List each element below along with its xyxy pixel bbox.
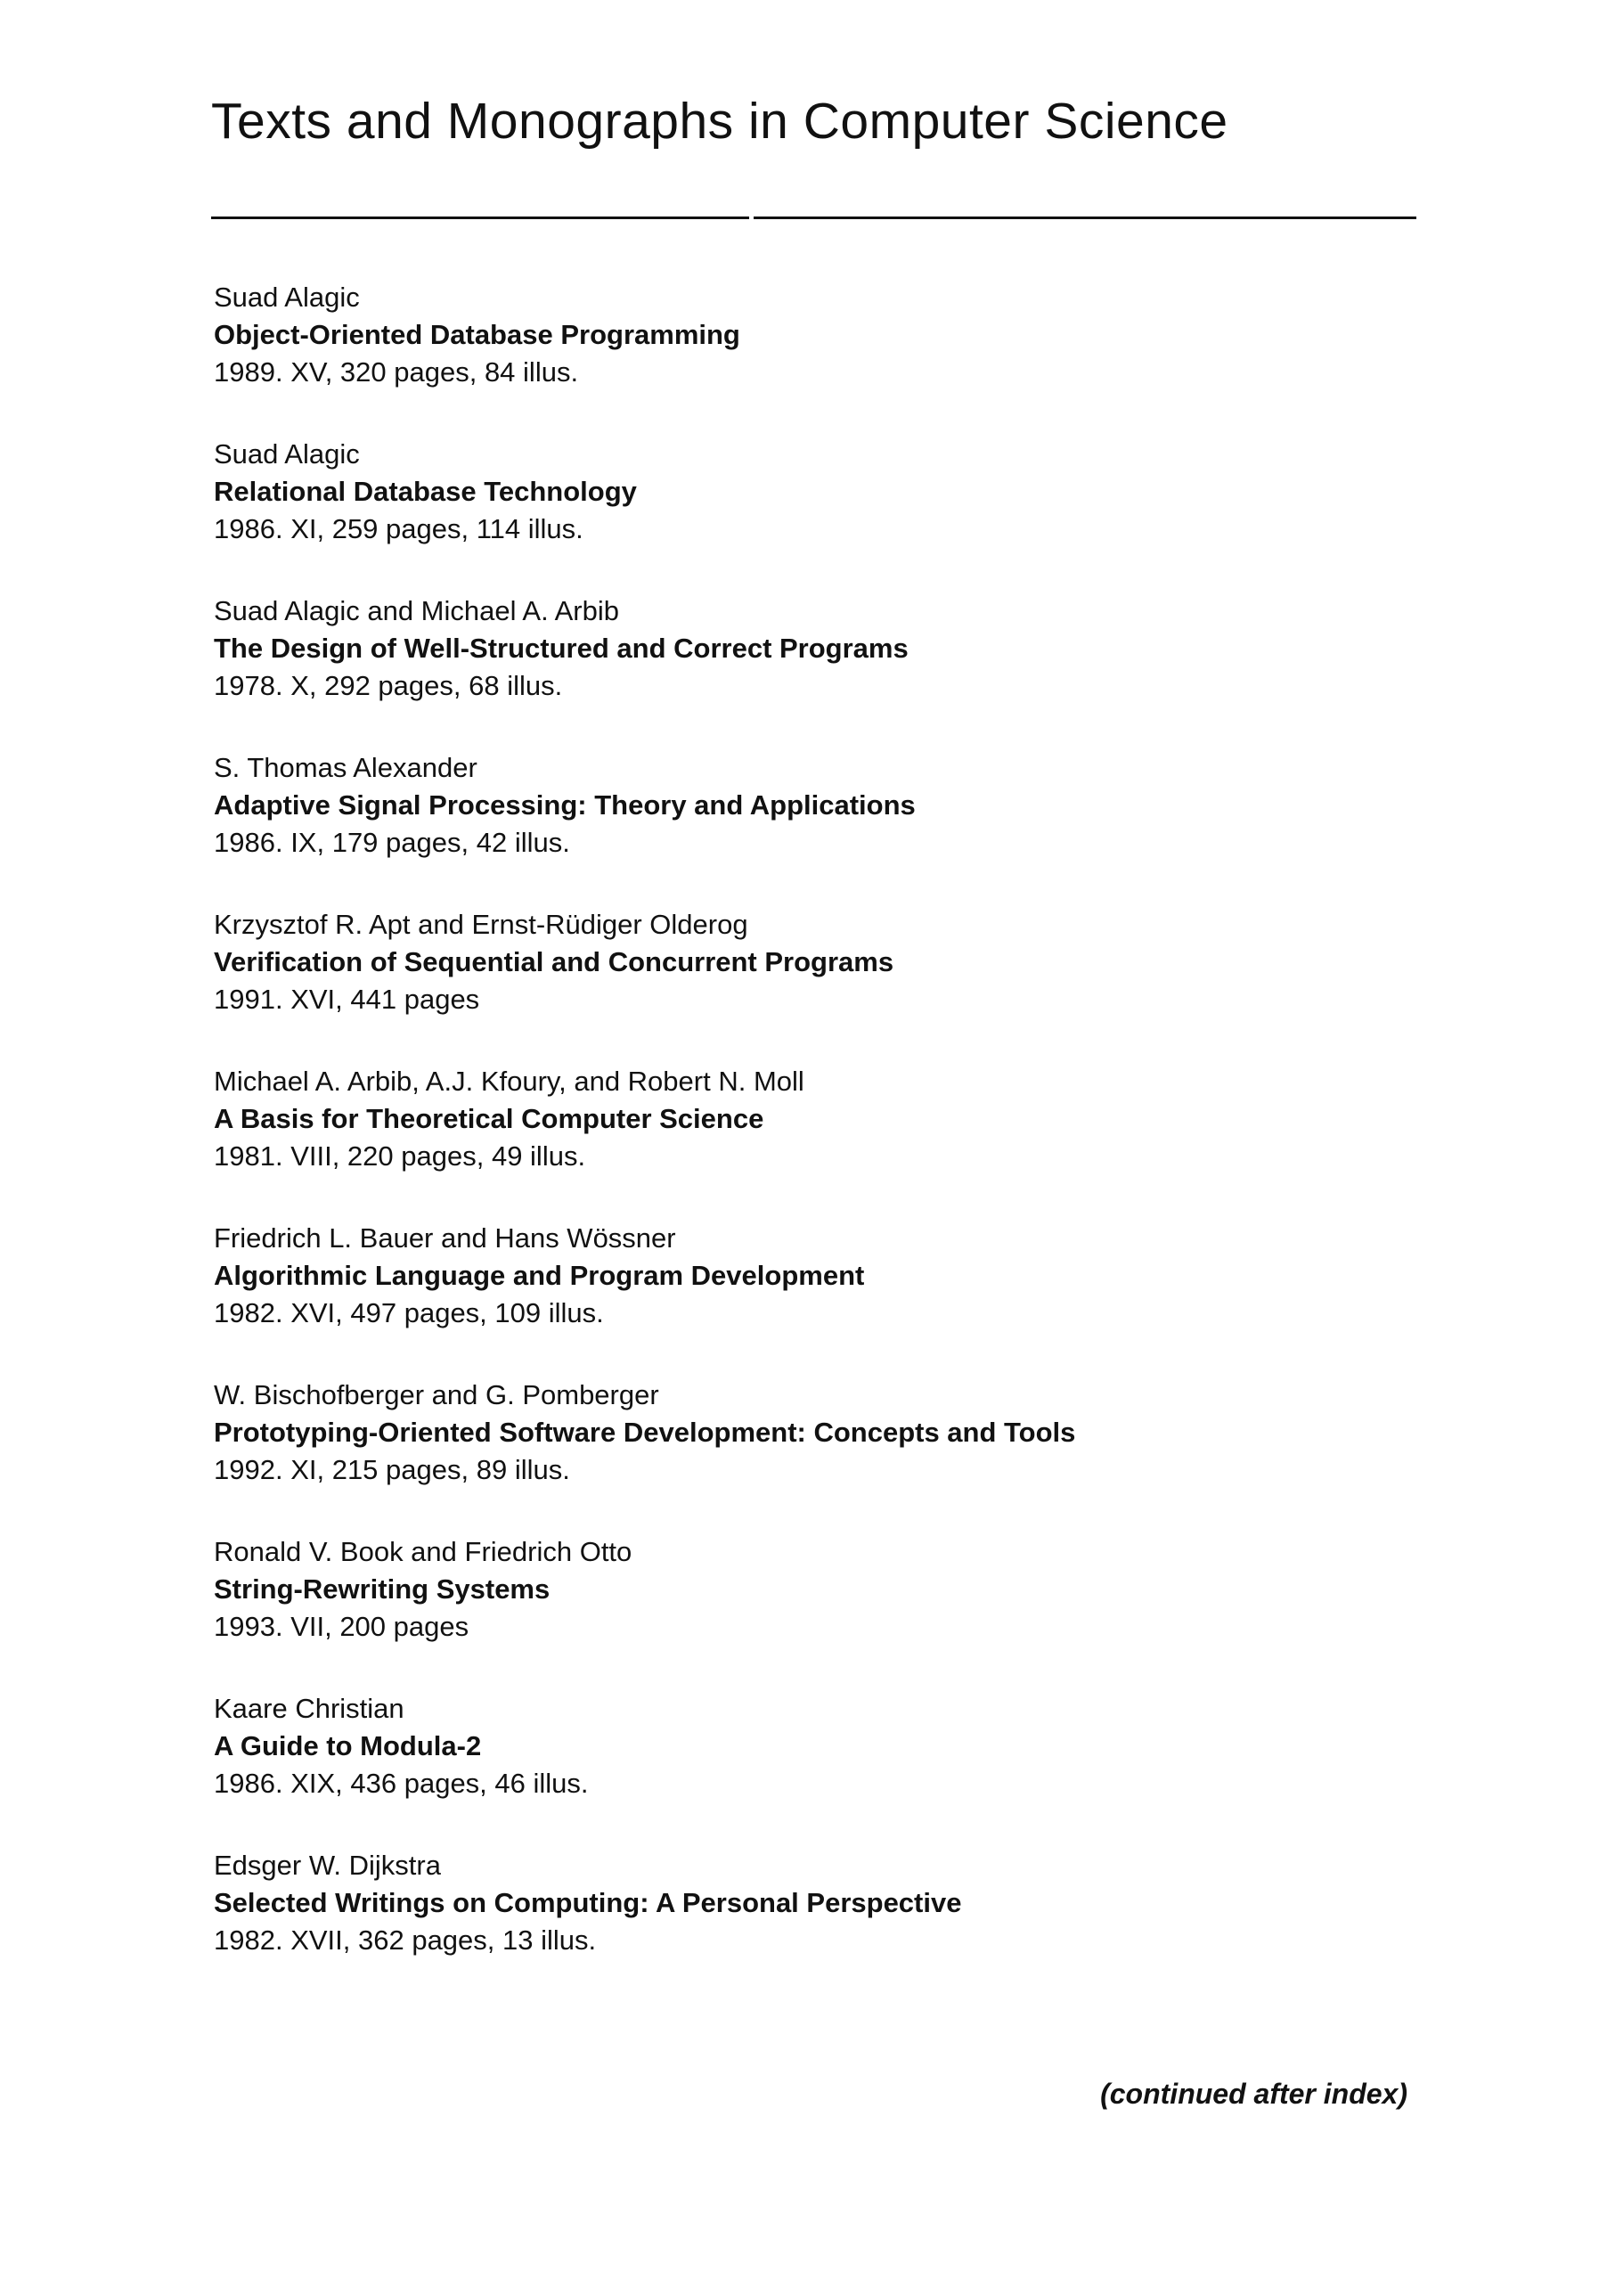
title-divider-right bbox=[754, 217, 1416, 219]
book-entry bbox=[214, 1847, 1372, 2004]
book-entry bbox=[214, 1377, 1372, 1533]
book-title: Verification of Sequential and Concurrent Programs bbox=[214, 946, 894, 977]
book-authors: Suad Alagic bbox=[214, 282, 360, 313]
book-entry bbox=[214, 436, 1372, 592]
book-authors: Kaare Christian bbox=[214, 1693, 404, 1724]
book-details: 1992. XI, 215 pages, 89 illus. bbox=[214, 1454, 570, 1485]
book-details: 1991. XVI, 441 pages bbox=[214, 984, 480, 1015]
title-divider-left bbox=[211, 217, 749, 219]
book-authors: S. Thomas Alexander bbox=[214, 752, 477, 783]
book-entry bbox=[214, 906, 1372, 1063]
book-authors: Suad Alagic bbox=[214, 438, 360, 470]
book-title: A Basis for Theoretical Computer Science bbox=[214, 1103, 764, 1134]
book-authors: Krzysztof R. Apt and Ernst-Rüdiger Olderog bbox=[214, 909, 748, 940]
book-entry bbox=[214, 592, 1372, 749]
book-entry bbox=[214, 1063, 1372, 1220]
book-list bbox=[214, 279, 1372, 2004]
book-details: 1986. XI, 259 pages, 114 illus. bbox=[214, 513, 583, 544]
book-details: 1978. X, 292 pages, 68 illus. bbox=[214, 670, 563, 701]
book-entry bbox=[214, 279, 1372, 436]
book-authors: Suad Alagic and Michael A. Arbib bbox=[214, 595, 619, 626]
book-title: Prototyping-Oriented Software Development: Concepts and Tools bbox=[214, 1417, 1076, 1448]
book-details: 1989. XV, 320 pages, 84 illus. bbox=[214, 356, 579, 388]
book-details: 1982. XVI, 497 pages, 109 illus. bbox=[214, 1297, 604, 1328]
book-title: Algorithmic Language and Program Development bbox=[214, 1260, 865, 1291]
book-details: 1993. VII, 200 pages bbox=[214, 1611, 469, 1642]
book-title: The Design of Well-Structured and Correct Programs bbox=[214, 633, 909, 664]
book-details: 1982. XVII, 362 pages, 13 illus. bbox=[214, 1924, 597, 1956]
book-title: Object-Oriented Database Programming bbox=[214, 319, 740, 350]
book-entry bbox=[214, 1690, 1372, 1847]
book-authors: Michael A. Arbib, A.J. Kfoury, and Robert N. Moll bbox=[214, 1066, 804, 1097]
book-title: A Guide to Modula-2 bbox=[214, 1730, 482, 1761]
book-title: Selected Writings on Computing: A Personal Perspective bbox=[214, 1887, 962, 1918]
book-details: 1986. IX, 179 pages, 42 illus. bbox=[214, 827, 570, 858]
book-authors: W. Bischofberger and G. Pomberger bbox=[214, 1379, 659, 1410]
book-authors: Edsger W. Dijkstra bbox=[214, 1850, 441, 1881]
book-title: Adaptive Signal Processing: Theory and Applications bbox=[214, 789, 916, 821]
continued-note: (continued after index) bbox=[1100, 2078, 1407, 2110]
book-entry bbox=[214, 1220, 1372, 1377]
book-entry bbox=[214, 749, 1372, 906]
book-entry bbox=[214, 1533, 1372, 1690]
book-authors: Ronald V. Book and Friedrich Otto bbox=[214, 1536, 632, 1567]
book-authors: Friedrich L. Bauer and Hans Wössner bbox=[214, 1222, 676, 1254]
book-details: 1986. XIX, 436 pages, 46 illus. bbox=[214, 1768, 589, 1799]
page-title: Texts and Monographs in Computer Science bbox=[211, 93, 1228, 150]
book-title: Relational Database Technology bbox=[214, 476, 637, 507]
book-title: String-Rewriting Systems bbox=[214, 1573, 551, 1605]
book-details: 1981. VIII, 220 pages, 49 illus. bbox=[214, 1140, 586, 1172]
